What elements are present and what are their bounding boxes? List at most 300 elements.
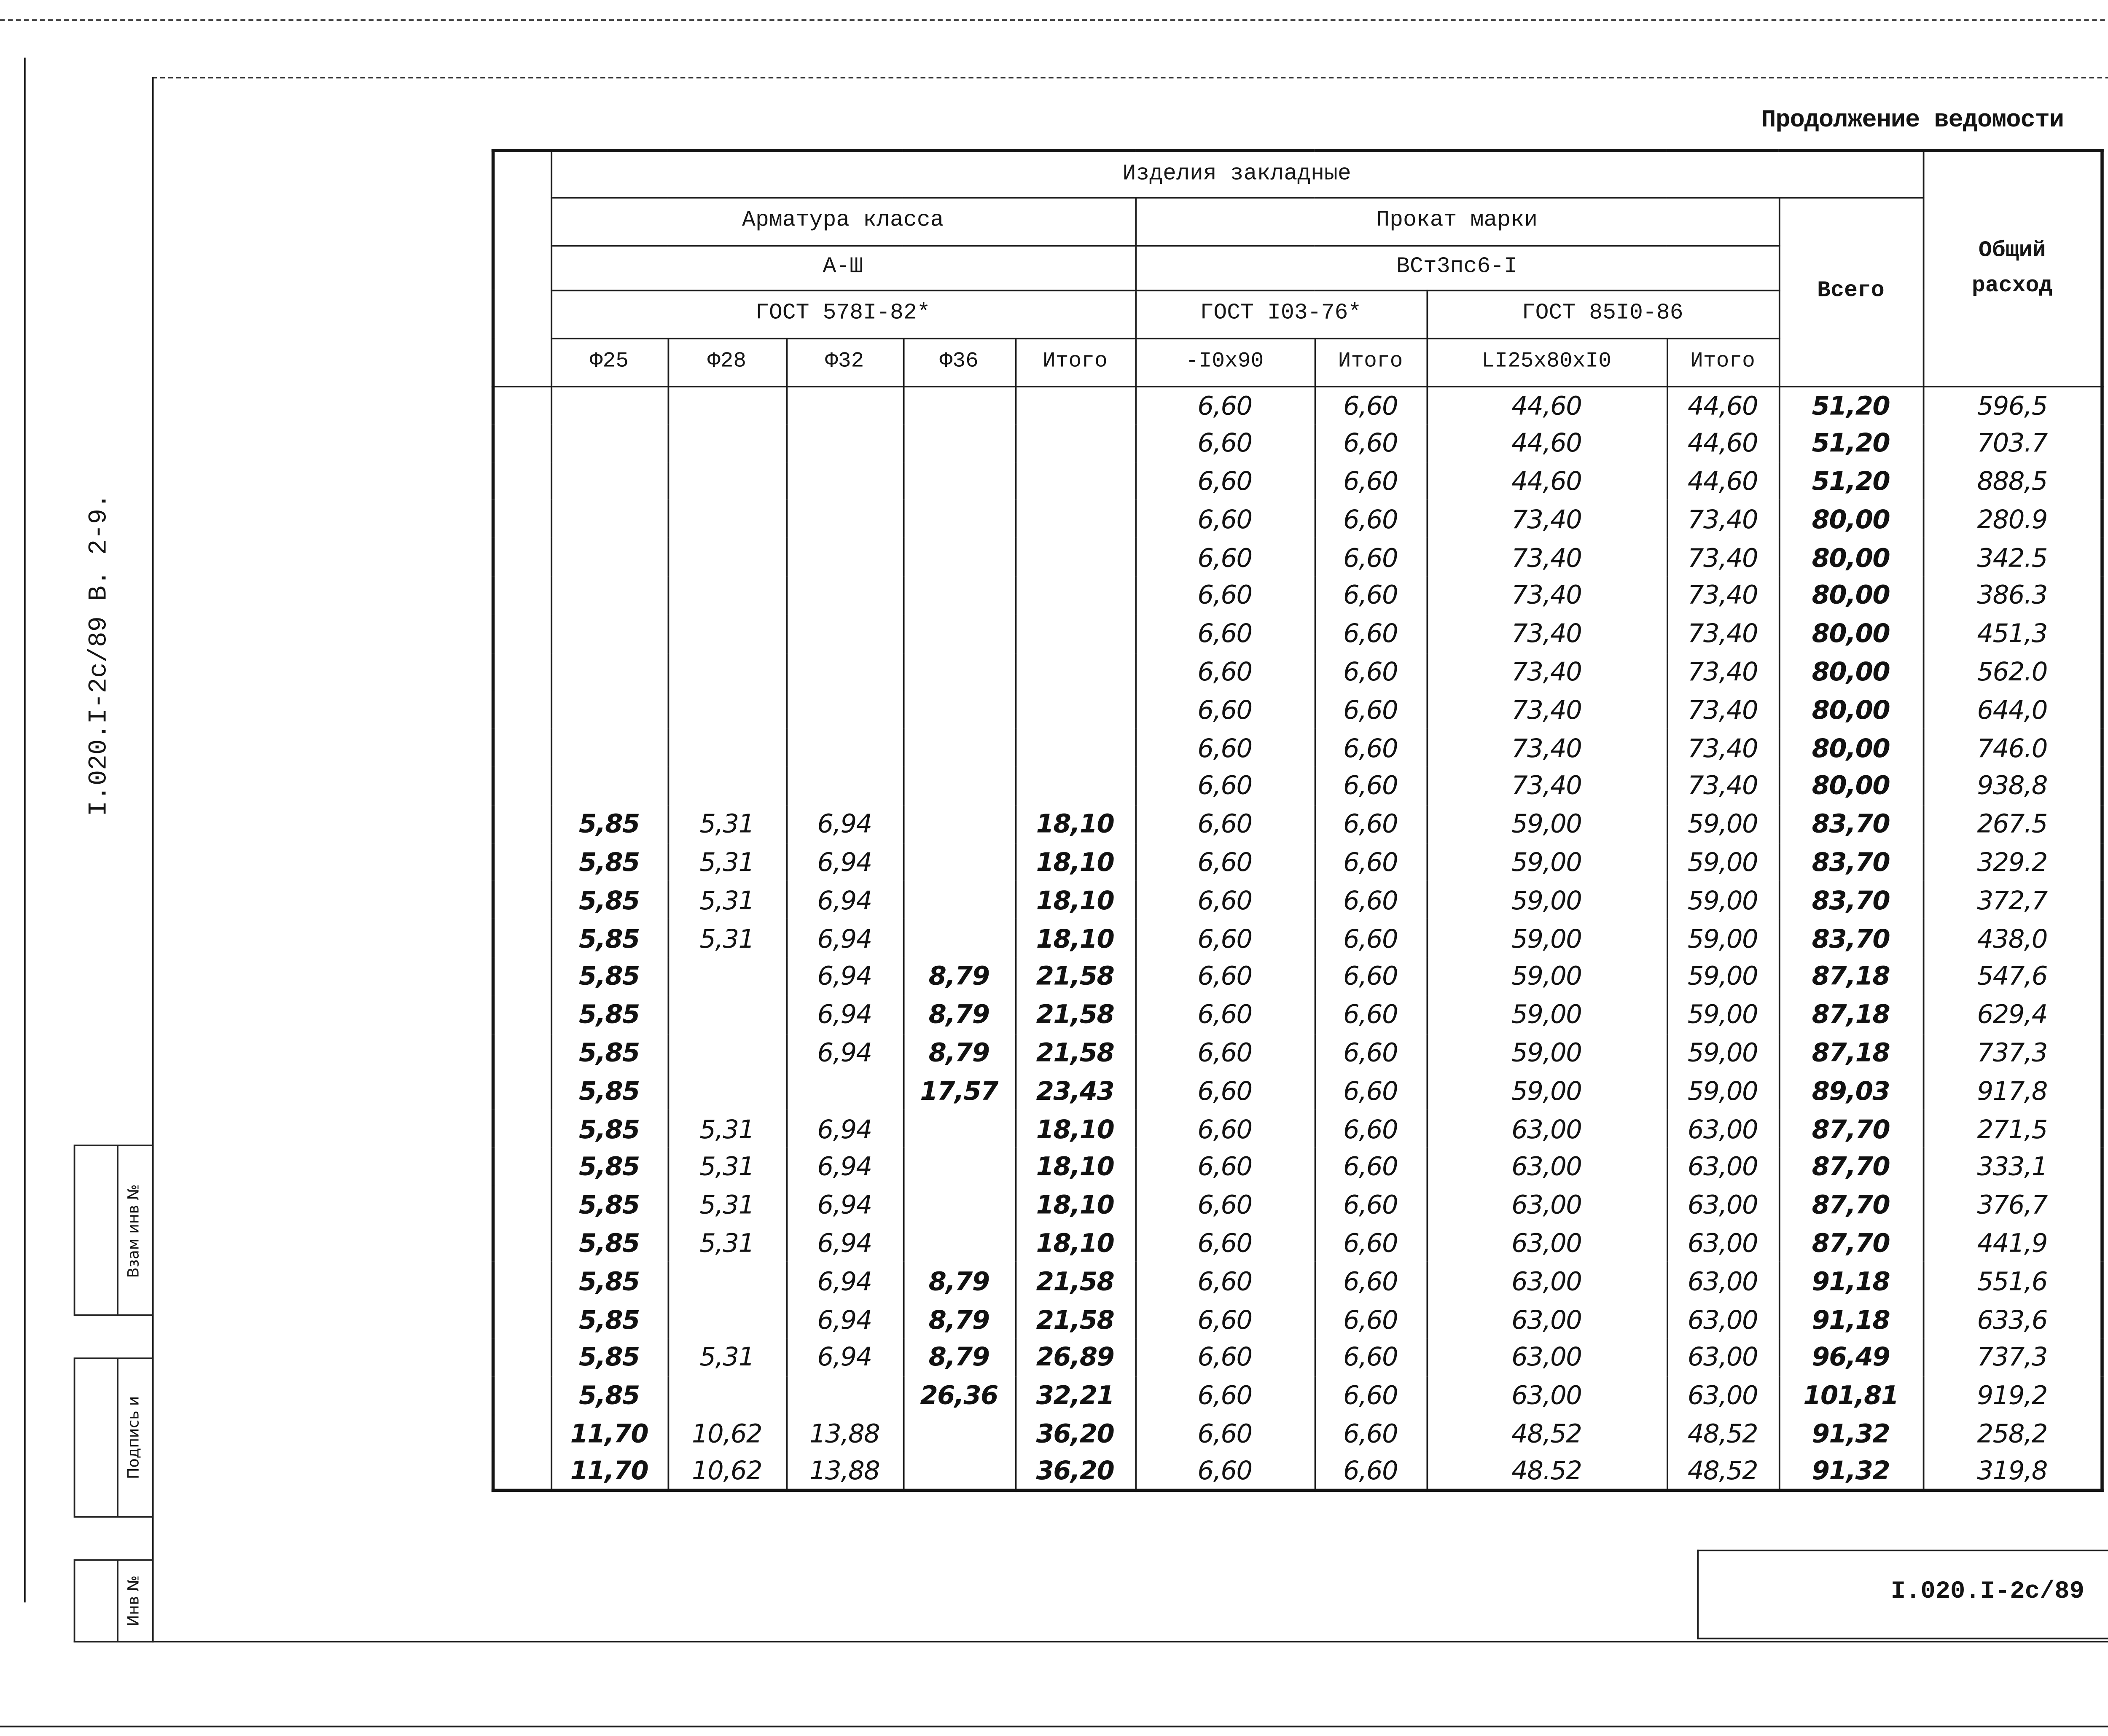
table-row — [493, 1262, 2103, 1300]
column-header-rebar-total: Итого — [1015, 338, 1135, 386]
cell-rebar-total — [1015, 653, 1135, 691]
cell-total-consumption: 329.2 — [1923, 843, 2102, 881]
cell-total-consumption: 271,5 — [1923, 1110, 2102, 1147]
cell-strip: 6,60 — [1135, 1452, 1314, 1490]
cell-strip: 6,60 — [1135, 1147, 1314, 1185]
cell-rebar-total: 21,58 — [1015, 957, 1135, 995]
cell-strip-total: 6,60 — [1315, 1376, 1427, 1414]
cell-f25 — [551, 653, 667, 691]
cell-total-consumption: 438,0 — [1923, 919, 2102, 957]
cell-rebar-total: 18,10 — [1015, 1147, 1135, 1185]
table-row — [493, 462, 2103, 500]
table-row — [493, 538, 2103, 576]
frame-line-bottom — [74, 1641, 2108, 1642]
cell-grand-total: 83,70 — [1779, 881, 1923, 919]
cell-strip-total: 6,60 — [1315, 614, 1427, 652]
signature-label: Подпись и — [126, 1396, 143, 1479]
cell-strip-total: 6,60 — [1315, 1414, 1427, 1452]
rebar-class-header: Арматура класса — [551, 197, 1135, 245]
mark-cell — [493, 1224, 551, 1262]
cell-angle: 73,40 — [1426, 538, 1667, 576]
cell-total-consumption: 441,9 — [1923, 1224, 2102, 1262]
mark-cell — [493, 728, 551, 766]
cell-f36 — [903, 614, 1015, 652]
table-row — [493, 500, 2103, 538]
cell-f28: 5,31 — [668, 1224, 786, 1262]
cell-rebar-total: 18,10 — [1015, 1224, 1135, 1262]
cell-angle-total: 73,40 — [1667, 500, 1779, 538]
cell-angle-total: 59,00 — [1667, 957, 1779, 995]
cell-rebar-total: 18,10 — [1015, 919, 1135, 957]
mark-cell — [493, 500, 551, 538]
cell-f28 — [668, 691, 786, 728]
cell-grand-total: 83,70 — [1779, 919, 1923, 957]
header-row — [493, 197, 2103, 245]
cell-f28 — [668, 576, 786, 614]
mark-cell — [493, 995, 551, 1033]
inv-label: Инв № — [126, 1575, 143, 1626]
cell-rebar-total: 36,20 — [1015, 1414, 1135, 1452]
cell-rebar-total: 36,20 — [1015, 1452, 1135, 1490]
mark-cell — [493, 1300, 551, 1338]
cell-angle-total: 73,40 — [1667, 576, 1779, 614]
cell-f32 — [786, 728, 903, 766]
cell-f32 — [786, 1376, 903, 1414]
cell-f28 — [668, 995, 786, 1033]
cell-f32 — [786, 538, 903, 576]
cell-f36: 8,79 — [903, 1338, 1015, 1376]
mark-cell — [493, 424, 551, 462]
cell-f36 — [903, 1147, 1015, 1185]
cell-rebar-total: 23,43 — [1015, 1072, 1135, 1110]
cell-angle-total: 63,00 — [1667, 1262, 1779, 1300]
cell-strip-total: 6,60 — [1315, 1300, 1427, 1338]
cell-f25: 5,85 — [551, 881, 667, 919]
table-row — [493, 767, 2103, 805]
cell-strip-total: 6,60 — [1315, 653, 1427, 691]
cell-f28: 5,31 — [668, 919, 786, 957]
cell-f28: 10,62 — [668, 1452, 786, 1490]
cell-f25 — [551, 386, 667, 424]
cell-angle-total: 73,40 — [1667, 614, 1779, 652]
table-row — [493, 881, 2103, 919]
table-row — [493, 728, 2103, 766]
mark-cell — [493, 1072, 551, 1110]
cell-strip: 6,60 — [1135, 653, 1314, 691]
cell-strip: 6,60 — [1135, 1338, 1314, 1376]
cell-grand-total: 80,00 — [1779, 500, 1923, 538]
cell-angle-total: 63,00 — [1667, 1338, 1779, 1376]
cell-f25: 5,85 — [551, 995, 667, 1033]
frame-line-outer-bottom — [0, 1726, 2108, 1728]
cell-total-consumption: 917,8 — [1923, 1072, 2102, 1110]
table-row — [493, 995, 2103, 1033]
cell-grand-total: 91,32 — [1779, 1414, 1923, 1452]
cell-angle: 59,00 — [1426, 995, 1667, 1033]
cell-f28 — [668, 538, 786, 576]
cell-total-consumption: 319,8 — [1923, 1452, 2102, 1490]
mark-cell — [493, 614, 551, 652]
cell-f32 — [786, 500, 903, 538]
table-row — [493, 1376, 2103, 1414]
cell-strip: 6,60 — [1135, 767, 1314, 805]
cell-strip-total: 6,60 — [1315, 1110, 1427, 1147]
cell-rebar-total — [1015, 728, 1135, 766]
cell-angle-total: 59,00 — [1667, 995, 1779, 1033]
cell-strip: 6,60 — [1135, 500, 1314, 538]
header-row — [493, 150, 2103, 197]
cell-strip: 6,60 — [1135, 1186, 1314, 1224]
cell-angle-total: 44,60 — [1667, 462, 1779, 500]
rolled-grade-header: Прокат марки — [1135, 197, 1779, 245]
cell-strip: 6,60 — [1135, 614, 1314, 652]
cell-angle: 59,00 — [1426, 957, 1667, 995]
total-consumption-header — [1923, 150, 2102, 386]
mark-cell — [493, 653, 551, 691]
mark-cell — [493, 538, 551, 576]
cell-f32 — [786, 386, 903, 424]
cell-angle-total: 59,00 — [1667, 1072, 1779, 1110]
cell-rebar-total: 21,58 — [1015, 1033, 1135, 1071]
cell-grand-total: 80,00 — [1779, 767, 1923, 805]
cell-strip-total: 6,60 — [1315, 881, 1427, 919]
replace-inv-box — [74, 1145, 154, 1316]
box-divider — [117, 1359, 118, 1516]
cell-angle: 59,00 — [1426, 919, 1667, 957]
cell-f36 — [903, 386, 1015, 424]
column-header-f28: Ф28 — [668, 338, 786, 386]
cell-f28 — [668, 1033, 786, 1071]
cell-strip-total: 6,60 — [1315, 1147, 1427, 1185]
box-divider — [117, 1146, 118, 1314]
cell-f32: 6,94 — [786, 805, 903, 843]
table-row — [493, 1300, 2103, 1338]
table-row — [493, 1414, 2103, 1452]
cell-total-consumption: 376,7 — [1923, 1186, 2102, 1224]
cell-f32: 6,94 — [786, 881, 903, 919]
cell-angle: 59,00 — [1426, 805, 1667, 843]
cell-grand-total: 89,03 — [1779, 1072, 1923, 1110]
table-row — [493, 576, 2103, 614]
cell-f36: 8,79 — [903, 957, 1015, 995]
column-header-f32: Ф32 — [786, 338, 903, 386]
cell-rebar-total — [1015, 767, 1135, 805]
cell-angle-total: 73,40 — [1667, 728, 1779, 766]
column-header-angle-total: Итого — [1667, 338, 1779, 386]
cell-f36 — [903, 919, 1015, 957]
mark-cell — [493, 1033, 551, 1071]
cell-angle: 44,60 — [1426, 462, 1667, 500]
mark-cell — [493, 1338, 551, 1376]
cell-total-consumption: 342.5 — [1923, 538, 2102, 576]
table-row — [493, 1147, 2103, 1185]
column-header-f25: Ф25 — [551, 338, 667, 386]
box-divider — [117, 1561, 118, 1641]
cell-angle: 63,00 — [1426, 1262, 1667, 1300]
cell-angle-total: 73,40 — [1667, 653, 1779, 691]
cell-f28: 5,31 — [668, 1186, 786, 1224]
cell-grand-total: 87,70 — [1779, 1147, 1923, 1185]
cell-rebar-total: 26,89 — [1015, 1338, 1135, 1376]
mark-cell — [493, 767, 551, 805]
cell-f36 — [903, 424, 1015, 462]
cell-strip-total: 6,60 — [1315, 576, 1427, 614]
cell-strip: 6,60 — [1135, 462, 1314, 500]
rebar-gost: ГОСТ 578I-82* — [551, 290, 1135, 338]
cell-total-consumption: 267.5 — [1923, 805, 2102, 843]
cell-f32: 13,88 — [786, 1452, 903, 1490]
cell-f36: 8,79 — [903, 1033, 1015, 1071]
cell-f32 — [786, 614, 903, 652]
table-row — [493, 1033, 2103, 1071]
cell-grand-total: 83,70 — [1779, 805, 1923, 843]
cell-total-consumption: 888,5 — [1923, 462, 2102, 500]
cell-angle: 59,00 — [1426, 1072, 1667, 1110]
cell-f28: 5,31 — [668, 1110, 786, 1147]
cell-angle: 59,00 — [1426, 881, 1667, 919]
cell-f36 — [903, 1414, 1015, 1452]
cell-grand-total: 91,32 — [1779, 1452, 1923, 1490]
mark-cell — [493, 1147, 551, 1185]
table-row — [493, 805, 2103, 843]
cell-strip-total: 6,60 — [1315, 1338, 1427, 1376]
cell-angle: 63,00 — [1426, 1376, 1667, 1414]
table-row — [493, 1338, 2103, 1376]
mark-header — [493, 150, 551, 386]
cell-f25 — [551, 424, 667, 462]
cell-total-consumption: 562.0 — [1923, 653, 2102, 691]
cell-f25: 5,85 — [551, 1147, 667, 1185]
cell-f25: 5,85 — [551, 1376, 667, 1414]
cell-f25 — [551, 614, 667, 652]
cell-angle: 63,00 — [1426, 1147, 1667, 1185]
mark-cell — [493, 1414, 551, 1452]
cell-f32: 6,94 — [786, 1338, 903, 1376]
cell-f36 — [903, 728, 1015, 766]
cell-f36 — [903, 1110, 1015, 1147]
cell-f36: 8,79 — [903, 995, 1015, 1033]
cell-rebar-total — [1015, 500, 1135, 538]
rebar-class-value: А-Ш — [551, 245, 1135, 290]
table-row — [493, 386, 2103, 424]
mark-cell — [493, 957, 551, 995]
cell-total-consumption: 596,5 — [1923, 386, 2102, 424]
cell-angle: 63,00 — [1426, 1300, 1667, 1338]
cell-total-consumption: 372,7 — [1923, 881, 2102, 919]
cell-f28: 10,62 — [668, 1414, 786, 1452]
mark-cell — [493, 1262, 551, 1300]
cell-f28 — [668, 500, 786, 538]
cell-total-consumption: 547,6 — [1923, 957, 2102, 995]
cell-f36: 26,36 — [903, 1376, 1015, 1414]
cell-f32: 6,94 — [786, 1033, 903, 1071]
mark-cell — [493, 1452, 551, 1490]
mark-cell — [493, 576, 551, 614]
cell-grand-total: 83,70 — [1779, 843, 1923, 881]
cell-total-consumption: 451,3 — [1923, 614, 2102, 652]
cell-f32 — [786, 767, 903, 805]
cell-f36 — [903, 1452, 1015, 1490]
cell-total-consumption: 258,2 — [1923, 1414, 2102, 1452]
cell-f32: 6,94 — [786, 1224, 903, 1262]
mark-cell — [493, 386, 551, 424]
cell-f25: 5,85 — [551, 1186, 667, 1224]
table-body — [493, 386, 2103, 1491]
cell-f32: 6,94 — [786, 1186, 903, 1224]
cell-strip-total: 6,60 — [1315, 767, 1427, 805]
cell-f25: 11,70 — [551, 1414, 667, 1452]
cell-grand-total: 91,18 — [1779, 1300, 1923, 1338]
cell-strip-total: 6,60 — [1315, 1033, 1427, 1071]
cell-f28 — [668, 462, 786, 500]
cell-angle: 73,40 — [1426, 728, 1667, 766]
cell-f36 — [903, 1224, 1015, 1262]
table-row — [493, 957, 2103, 995]
cell-f25 — [551, 767, 667, 805]
cell-grand-total: 87,70 — [1779, 1224, 1923, 1262]
cell-strip: 6,60 — [1135, 1262, 1314, 1300]
cell-strip-total: 6,60 — [1315, 805, 1427, 843]
cell-total-consumption: 280.9 — [1923, 500, 2102, 538]
cell-rebar-total: 18,10 — [1015, 805, 1135, 843]
cell-strip: 6,60 — [1135, 576, 1314, 614]
cell-grand-total: 87,70 — [1779, 1186, 1923, 1224]
cell-strip-total: 6,60 — [1315, 919, 1427, 957]
cell-angle: 73,40 — [1426, 767, 1667, 805]
cell-strip-total: 6,60 — [1315, 1186, 1427, 1224]
angle-gost: ГОСТ 85I0-86 — [1426, 290, 1778, 338]
cell-total-consumption: 746.0 — [1923, 728, 2102, 766]
cell-f28 — [668, 1376, 786, 1414]
mark-cell — [493, 805, 551, 843]
cell-total-consumption: 333,1 — [1923, 1147, 2102, 1185]
cell-angle: 73,40 — [1426, 691, 1667, 728]
cell-total-consumption: 633,6 — [1923, 1300, 2102, 1338]
cell-strip: 6,60 — [1135, 424, 1314, 462]
cell-angle-total: 48,52 — [1667, 1414, 1779, 1452]
mark-cell — [493, 462, 551, 500]
cell-rebar-total: 21,58 — [1015, 995, 1135, 1033]
embedded-items-header: Изделия закладные — [551, 150, 1923, 197]
cell-strip: 6,60 — [1135, 881, 1314, 919]
statement-table — [492, 149, 2104, 1492]
cell-f25 — [551, 728, 667, 766]
cell-angle: 63,00 — [1426, 1186, 1667, 1224]
cell-strip-total: 6,60 — [1315, 386, 1427, 424]
table-row — [493, 614, 2103, 652]
cell-angle-total: 63,00 — [1667, 1147, 1779, 1185]
cell-angle-total: 59,00 — [1667, 919, 1779, 957]
cell-f32 — [786, 576, 903, 614]
column-header-strip: -I0х90 — [1135, 338, 1314, 386]
cell-angle: 63,00 — [1426, 1224, 1667, 1262]
cell-f36 — [903, 843, 1015, 881]
cell-grand-total: 101,81 — [1779, 1376, 1923, 1414]
cell-f36 — [903, 538, 1015, 576]
cell-rebar-total: 18,10 — [1015, 881, 1135, 919]
cell-f36 — [903, 881, 1015, 919]
cell-strip: 6,60 — [1135, 1300, 1314, 1338]
cell-strip: 6,60 — [1135, 995, 1314, 1033]
cell-strip: 6,60 — [1135, 538, 1314, 576]
cell-f36: 8,79 — [903, 1262, 1015, 1300]
cell-strip: 6,60 — [1135, 691, 1314, 728]
cell-f32 — [786, 691, 903, 728]
cell-strip: 6,60 — [1135, 386, 1314, 424]
cell-grand-total: 87,18 — [1779, 957, 1923, 995]
cell-f25: 11,70 — [551, 1452, 667, 1490]
cell-rebar-total: 18,10 — [1015, 843, 1135, 881]
cell-strip-total: 6,60 — [1315, 843, 1427, 881]
cell-f25: 5,85 — [551, 919, 667, 957]
cell-f25: 5,85 — [551, 1224, 667, 1262]
cell-f25 — [551, 462, 667, 500]
cell-angle-total: 44,60 — [1667, 424, 1779, 462]
cell-strip: 6,60 — [1135, 919, 1314, 957]
cell-f32: 6,94 — [786, 919, 903, 957]
cell-f36 — [903, 500, 1015, 538]
mark-cell — [493, 1110, 551, 1147]
cell-strip-total: 6,60 — [1315, 462, 1427, 500]
cell-f32: 6,94 — [786, 1147, 903, 1185]
cell-grand-total: 51,20 — [1779, 462, 1923, 500]
cell-f28: 5,31 — [668, 805, 786, 843]
cell-f25: 5,85 — [551, 1072, 667, 1110]
cell-strip: 6,60 — [1135, 1414, 1314, 1452]
table-row — [493, 919, 2103, 957]
cell-f25: 5,85 — [551, 805, 667, 843]
cell-f28 — [668, 728, 786, 766]
cell-f28 — [668, 1072, 786, 1110]
cell-angle-total: 59,00 — [1667, 843, 1779, 881]
cell-angle: 73,40 — [1426, 576, 1667, 614]
cell-f28 — [668, 653, 786, 691]
cell-strip: 6,60 — [1135, 957, 1314, 995]
cell-strip-total: 6,60 — [1315, 1452, 1427, 1490]
table-row — [493, 1110, 2103, 1147]
cell-grand-total: 96,49 — [1779, 1338, 1923, 1376]
mark-cell — [493, 691, 551, 728]
mark-cell — [493, 843, 551, 881]
cell-f32 — [786, 424, 903, 462]
cell-f28 — [668, 386, 786, 424]
frame-line-outer-top — [0, 19, 2108, 21]
cell-f28: 5,31 — [668, 881, 786, 919]
cell-f28 — [668, 1262, 786, 1300]
cell-f36 — [903, 576, 1015, 614]
cell-strip: 6,60 — [1135, 1033, 1314, 1071]
cell-strip: 6,60 — [1135, 843, 1314, 881]
cell-f36 — [903, 1186, 1015, 1224]
cell-rebar-total — [1015, 576, 1135, 614]
cell-total-consumption: 737,3 — [1923, 1033, 2102, 1071]
cell-f36 — [903, 805, 1015, 843]
cell-f25: 5,85 — [551, 1262, 667, 1300]
cell-strip-total: 6,60 — [1315, 424, 1427, 462]
cell-f25 — [551, 538, 667, 576]
cell-f32 — [786, 653, 903, 691]
cell-rebar-total: 18,10 — [1015, 1186, 1135, 1224]
cell-f28 — [668, 614, 786, 652]
column-header-angle: LI25х80хI0 — [1426, 338, 1667, 386]
cell-f25: 5,85 — [551, 1033, 667, 1071]
cell-angle-total: 73,40 — [1667, 691, 1779, 728]
cell-angle-total: 59,00 — [1667, 1033, 1779, 1071]
cell-grand-total: 51,20 — [1779, 424, 1923, 462]
title-block — [1697, 1550, 2108, 1639]
cell-grand-total: 80,00 — [1779, 728, 1923, 766]
cell-strip: 6,60 — [1135, 1110, 1314, 1147]
